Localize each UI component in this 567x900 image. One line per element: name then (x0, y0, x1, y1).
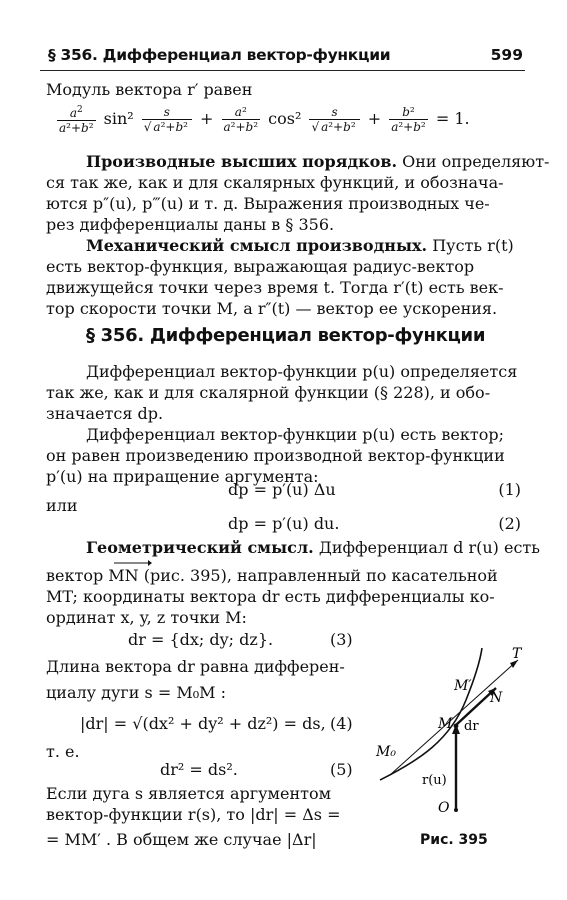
label-M-prime: M′ (454, 678, 472, 694)
geom-line-3: MT; координаты вектора dr есть дифференциалы ко- (46, 587, 495, 606)
section-title: § 356. Дифференциал вектор-функции (86, 325, 486, 346)
equation-3: dr = {dx; dy; dz}. (128, 630, 274, 649)
higher-text: Они определяют- (402, 152, 550, 171)
higher-line-4: рез дифференциалы даны в § 356. (46, 215, 335, 234)
len-line-1: Длина вектора dr равна дифферен- (46, 657, 345, 676)
p2-line-1: Дифференциал вектор-функции p(u) есть вектор; (86, 425, 505, 444)
modulus-eq-tail: = 1. (435, 109, 470, 128)
higher-heading: Производные высших порядков. (86, 152, 398, 171)
equation-2: dp = p′(u) du. (228, 514, 340, 533)
figure-caption: Рис. 395 (420, 832, 488, 848)
header-title: § 356. Дифференциал вектор-функции (48, 46, 391, 64)
p1-line-3: значается dp. (46, 404, 164, 423)
mech-line-4: тор скорости точки M, а r″(t) — вектор ее ускорения. (46, 299, 498, 318)
label-O: O (438, 800, 450, 816)
equation-5-number: (5) (330, 760, 353, 779)
modulus-intro: Модуль вектора r′ равен (46, 80, 253, 99)
te-word: т. е. (46, 742, 80, 761)
geom-heading: Геометрический смысл. (86, 538, 314, 557)
page-number: 599 (490, 46, 523, 64)
or-word: или (46, 496, 78, 515)
mech-line-1 (86, 236, 514, 256)
geom-line-1 (86, 538, 540, 558)
equation-4: |dr| = √(dx² + dy² + dz²) = ds, (80, 714, 326, 733)
geom-line-2: вектор MN (рис. 395), направленный по касательной (46, 566, 498, 585)
equation-1: dp = p′(u) Δu (228, 480, 336, 499)
p2-line-3: p′(u) на приращение аргумента: (46, 467, 319, 486)
p2-line-2: он равен произведению производной вектор-функции (46, 446, 505, 465)
label-M: M (438, 716, 453, 732)
label-M0: M₀ (376, 744, 396, 760)
higher-line-2: ся так же, как и для скалярных функций, и обознача- (46, 173, 504, 192)
equation-1-number: (1) (498, 480, 521, 499)
p1-line-2: так же, как и для скалярной функции (§ 228), и обо- (46, 383, 491, 402)
last-line-2: вектор-функции r(s), то |dr| = Δs = (46, 805, 341, 824)
geom-line-4: ординат x, y, z точки M: (46, 608, 247, 627)
equation-3-number: (3) (330, 630, 353, 649)
modulus-equation: $\frac{a^2}{\text{a²+b²}}$ sin² $\frac{s}{\text{√ a²+b²}}$ + $\frac{\text{a²}}{\text{a²+b²}}$ cos² $\frac{s}{\text{√ a²+b²}}$ + $\frac{\text{b²}}{\text{a²+b²}}$ = 1. (59, 104, 470, 135)
mech-line-3: движущейся точки через время t. Тогда r′(t) есть век- (46, 278, 504, 297)
figure-395 (370, 640, 530, 830)
equation-2-number: (2) (498, 514, 521, 533)
p1-line-1: Дифференциал вектор-функции p(u) определяется (86, 362, 518, 381)
last-line-1: Если дуга s является аргументом (46, 784, 332, 803)
label-dr: dr (464, 719, 479, 734)
equation-4-number: (4) (330, 714, 353, 733)
len-line-2: циалу дуги s = M₀M : (46, 683, 226, 702)
higher-line-3: ются p″(u), p‴(u) и т. д. Выражения производных че- (46, 194, 490, 213)
equation-5: dr² = ds². (160, 760, 238, 779)
higher-line-1 (86, 152, 549, 172)
label-ru: r(u) (422, 773, 447, 788)
running-header (40, 44, 525, 71)
mech-heading: Механический смысл производных. (86, 236, 428, 255)
label-N: N (490, 690, 503, 706)
geom-text: Дифференциал d r(u) есть (318, 538, 540, 557)
mech-text: Пусть r(t) (432, 236, 514, 255)
label-T: T (512, 646, 522, 662)
mech-line-2: есть вектор-функция, выражающая радиус-вектор (46, 257, 475, 276)
last-line-3: = MM′ . В общем же случае |Δr| (46, 830, 317, 849)
